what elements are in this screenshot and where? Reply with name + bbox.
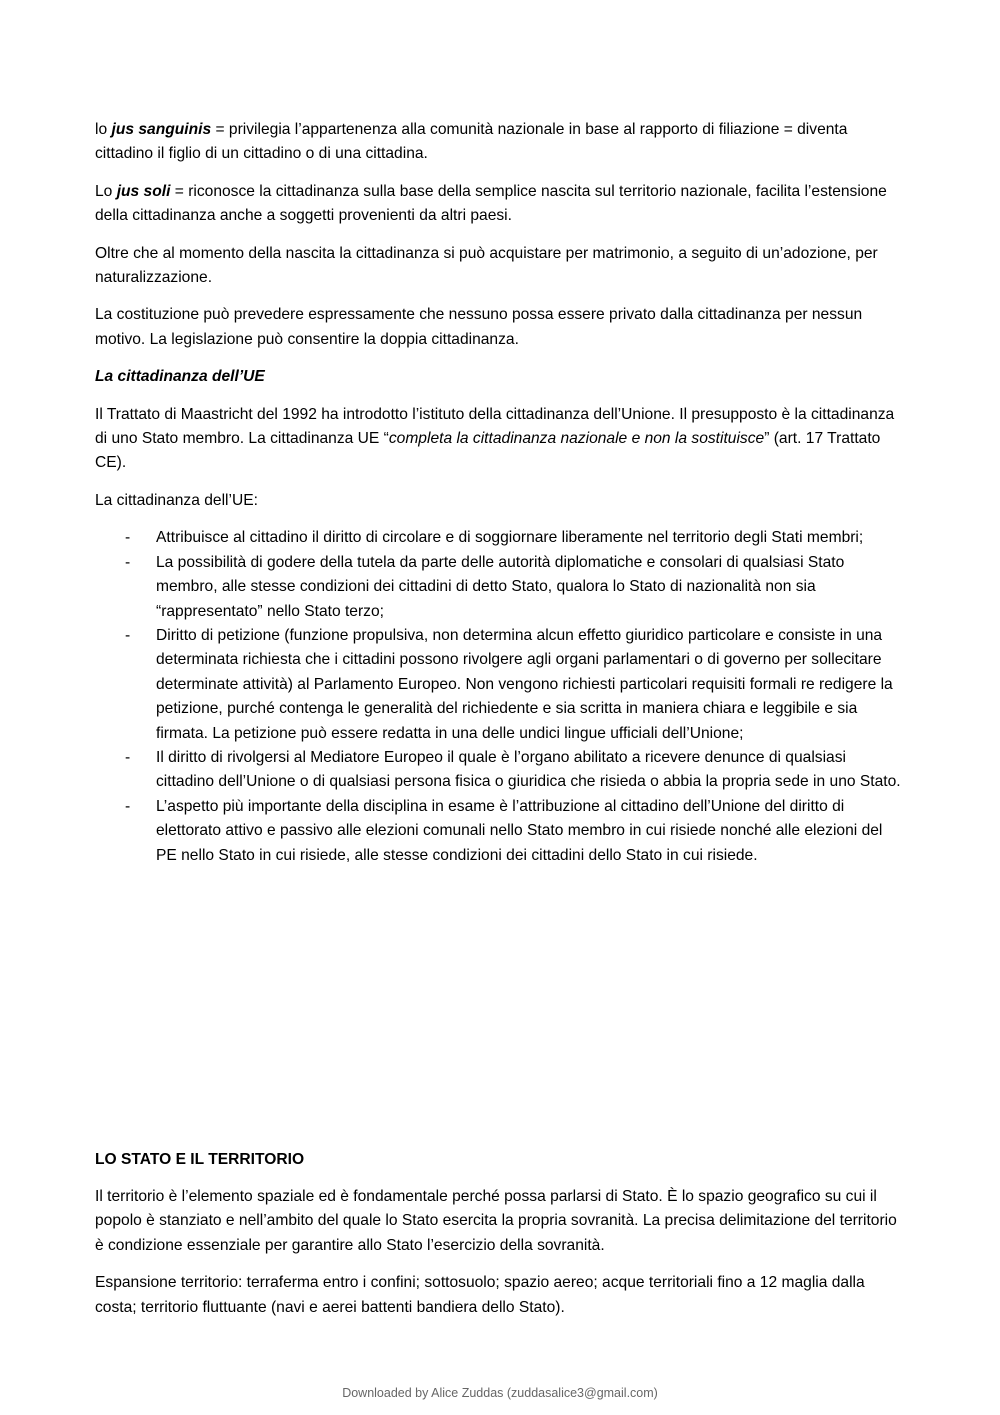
list-item-text: L’aspetto più importante della disciplina in esame è l’attribuzione al cittadino dell’Unione del diritto di elettorato attivo e passivo alle elezioni comunali nello Stato membro in cui risiede nonché alle elezioni del PE nello Stato in cui risiede, alle stesse condizioni dei cittadini dello Stato in cui risiede. <box>156 797 883 864</box>
dash-marker: - <box>125 553 131 571</box>
list-item-text: Attribuisce al cittadino il diritto di circolare e di soggiornare liberamente nel territorio degli Stati membri; <box>156 529 864 547</box>
download-footer: Downloaded by Alice Zuddas (zuddasalice3@gmail.com) <box>342 1386 658 1400</box>
list-item-text: La possibilità di godere della tutela da parte delle autorità diplomatiche e consolari di qualsiasi Stato membro, alle stesse condizioni dei cittadini di detto Stato, qualora lo Stato di nazionalità non sia “rappresentato” nello Stato terzo; <box>156 553 845 620</box>
dash-marker: - <box>125 529 131 547</box>
document-body <box>95 118 907 868</box>
heading-cittadinanza-ue: La cittadinanza dell’UE <box>95 368 265 386</box>
rights-list <box>95 526 907 868</box>
paragraph-costituzione: La costituzione può prevedere espressamente che nessuno possa essere privato dalla cittadinanza per nessun motivo. La legislazione può consentire la doppia cittadinanza. <box>95 306 863 348</box>
text: = riconosce la cittadinanza sulla base della semplice nascita sul territorio nazionale, facilita l’estensione della cittadinanza anche a soggetti provenienti da altri paesi. <box>95 182 887 225</box>
list-item <box>95 795 907 868</box>
paragraph-espansione: Espansione territorio: terraferma entro i confini; sottosuolo; spazio aereo; acque territoriali fino a 12 maglia dalla costa; territorio fluttuante (navi e aerei battenti bandiera dello Stato). <box>95 1274 865 1316</box>
term-jus-sanguinis: jus sanguinis <box>111 121 212 138</box>
text: ” (art. 17 Trattato CE). <box>95 430 881 472</box>
paragraph-maastricht <box>95 403 907 476</box>
paragraph-list-intro: La cittadinanza dell’UE: <box>95 491 258 509</box>
list-item <box>95 624 907 746</box>
section-territorio <box>95 1185 907 1333</box>
paragraph-jus-sanguinis <box>95 118 907 167</box>
paragraph-acquisto: Oltre che al momento della nascita la cittadinanza si può acquistare per matrimonio, a seguito di un’adozione, per naturalizzazione. <box>95 244 878 287</box>
dash-marker: - <box>125 797 131 815</box>
list-item-text: Diritto di petizione (funzione propulsiva, non determina alcun effetto giuridico particolare e consiste in una determinata richiesta che i cittadini possono rivolgere agli organi parlamentari o di governo per sollecitare determinate attività) al Parlamento Europeo. Non vengono richiesti particolari requisiti formali re redigere la petizione, purché contenga le generalità del richiedente e sia scritta in maniera chiara e leggibile e sia firmata. La petizione può essere redatta in una delle undici lingue ufficiali dell’Unione; <box>156 626 893 742</box>
text: Lo <box>95 182 117 200</box>
list-item-text: Il diritto di rivolgersi al Mediatore Europeo il quale è l’organo abilitato a ricevere denunce di qualsiasi cittadino dell’Unione o di qualsiasi persona fisica o giuridica che risieda o abbia la propria sede in uno Stato. <box>156 748 901 791</box>
list-item <box>95 746 907 795</box>
text: Il Trattato di Maastricht del 1992 ha introdotto l’istituto della cittadinanza dell’Unione. Il presupposto è la cittadinanza di uno Stato membro. La cittadinanza UE “ <box>95 405 895 448</box>
paragraph-territorio: Il territorio è l’elemento spaziale ed è fondamentale perché possa parlarsi di Stato. È lo spazio geografico su cui il popolo è stanziato e nell’ambito del quale lo Stato esercita la propria sovranità. La precisa delimitazione del territorio è condizione essenziale per garantire allo Stato l’esercizio della sovranità. <box>95 1188 897 1254</box>
dash-marker: - <box>125 748 131 766</box>
text: lo <box>95 121 112 138</box>
paragraph-jus-soli <box>95 180 907 229</box>
term-jus-soli: jus soli <box>116 182 171 200</box>
quote: completa la cittadinanza nazionale e non la sostituisce <box>388 430 765 448</box>
dash-marker: - <box>125 626 131 644</box>
heading-stato-territorio: LO STATO E IL TERRITORIO <box>95 1151 305 1168</box>
list-item <box>95 526 907 550</box>
text: = privilegia l’appartenenza alla comunità nazionale in base al rapporto di filiazione = diventa cittadino il figlio di un cittadino o di una cittadina. <box>95 121 848 163</box>
list-item <box>95 551 907 624</box>
